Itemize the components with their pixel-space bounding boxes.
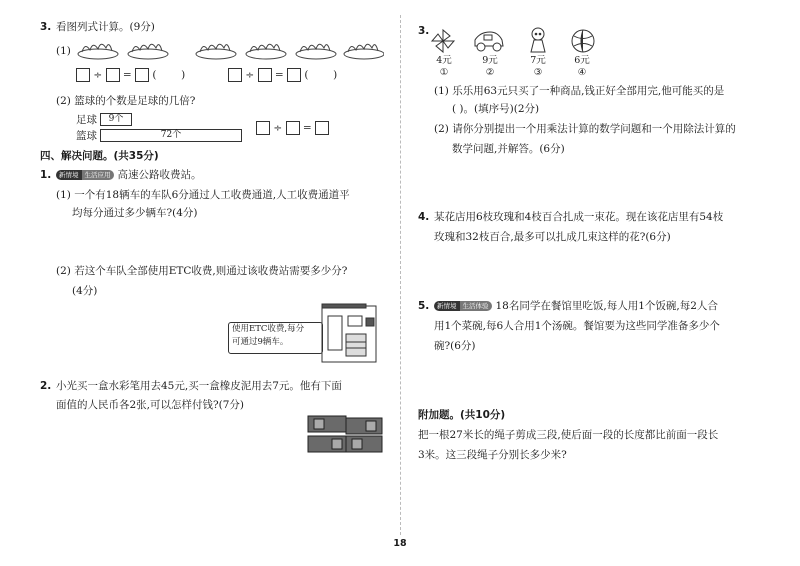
right-q5-line3: 碗?(6分): [434, 340, 476, 352]
item-index: ②: [485, 67, 495, 78]
item-index: ③: [533, 67, 543, 78]
left-q1-p1-line1: (1) 一个有18辆车的车队6分通过人工收费通道,人工收费通道平: [56, 189, 350, 201]
price-label: 4元: [436, 55, 452, 66]
answer-box[interactable]: [256, 121, 270, 135]
answer-box[interactable]: [106, 68, 120, 82]
answer-box[interactable]: [228, 68, 242, 82]
right-q3-p2-line1: (2) 请你分别提出一个用乘法计算的数学问题和一个用除法计算的: [434, 123, 736, 135]
football-bar: 9个: [100, 113, 132, 126]
new-situation-tag: 新情境: [434, 301, 460, 311]
left-q3-title: 看图列式计算。(9分): [56, 21, 155, 33]
left-q2-line1: 小光买一盒水彩笔用去45元,买一盒橡皮泥用去7元。他有下面: [56, 380, 342, 392]
item-index: ④: [577, 67, 587, 78]
plate-icon: [296, 44, 336, 59]
divide-sign: ÷: [245, 69, 255, 81]
doll-icon: [526, 26, 550, 54]
answer-box[interactable]: [315, 121, 329, 135]
bonus-line2: 3米。这三段绳子分别长多少米?: [418, 449, 567, 461]
open-paren: (: [152, 69, 157, 81]
life-experience-tag: 生活体验: [460, 301, 492, 311]
right-q5-text-1: 18名同学在餐馆里吃饭,每人用1个饭碗,每2人合: [495, 300, 718, 312]
equation-2: [228, 68, 337, 82]
section-4-title: 四、解决问题。(共35分): [40, 150, 159, 162]
plate-icon: [78, 44, 118, 59]
answer-box[interactable]: [287, 68, 301, 82]
right-q5-number: 5.: [418, 300, 430, 312]
right-q3-p2-line2: 数学问题,并解答。(6分): [452, 143, 565, 155]
divide-sign: ÷: [93, 69, 103, 81]
banknotes-icon: [306, 414, 384, 454]
divide-sign: ÷: [273, 122, 283, 134]
page-number: 18: [393, 538, 407, 549]
close-paren: ): [181, 69, 186, 81]
close-paren: ): [333, 69, 338, 81]
equals-sign: =: [122, 69, 132, 81]
left-q1-title: 高速公路收费站。: [117, 169, 202, 181]
answer-box[interactable]: [76, 68, 90, 82]
dumpling-plates-illustration: [76, 36, 384, 62]
bonus-line1: 把一根27米长的绳子剪成三段,使后面一段的长度都比前面一段长: [418, 429, 719, 441]
equals-sign: =: [274, 69, 284, 81]
plate-icon: [128, 44, 168, 59]
plate-icon: [246, 44, 286, 59]
bubble-line-1: 使用ETC收费,每分: [232, 324, 305, 334]
basketball-label: 篮球: [76, 130, 97, 142]
life-application-tag: 生活应用: [82, 170, 114, 180]
right-q4-line1: 某花店用6枝玫瑰和4枝百合扎成一束花。现在该花店里有54枝: [434, 211, 724, 223]
speech-bubble: [228, 322, 323, 354]
equals-sign: =: [302, 122, 312, 134]
column-divider: [400, 15, 401, 535]
right-q3-number: 3.: [418, 25, 430, 37]
right-q5-line1: [434, 299, 718, 313]
left-q3-number: 3.: [40, 21, 52, 33]
item-index: ①: [439, 67, 449, 78]
answer-box[interactable]: [258, 68, 272, 82]
toll-booth-icon: [318, 300, 380, 364]
bonus-title: 附加题。(共10分): [418, 409, 506, 421]
football-label: 足球: [76, 114, 97, 126]
basketball-bar: 72个: [100, 129, 242, 142]
left-q1-number: 1.: [40, 169, 52, 181]
right-q4-number: 4.: [418, 211, 430, 223]
left-q1-p2-line1: (2) 若这个车队全部使用ETC收费,则通过该收费站需要多少分?: [56, 265, 348, 277]
right-q3-p1-line2: ( )。(填序号)(2分): [452, 103, 540, 115]
right-q3-p1-line1: (1) 乐乐用63元只买了一种商品,钱正好全部用完,他可能买的是: [434, 85, 725, 97]
left-q3-part1-label: (1): [56, 45, 71, 57]
left-q1-p2-line2: (4分): [72, 285, 98, 297]
equation-3: [256, 121, 329, 135]
answer-box[interactable]: [135, 68, 149, 82]
ball-icon: [570, 28, 596, 54]
left-q1-p1-line2: 均每分通过多少辆车?(4分): [72, 207, 198, 219]
toy-car-icon: [472, 28, 506, 54]
pinwheel-icon: [430, 28, 456, 54]
left-q1-heading: [56, 168, 202, 182]
equation-1: [76, 68, 185, 82]
price-label: 7元: [530, 55, 546, 66]
plate-icon: [344, 44, 384, 59]
left-q3-part2: (2) 篮球的个数是足球的几倍?: [56, 95, 196, 107]
plate-icon: [196, 44, 236, 59]
answer-box[interactable]: [286, 121, 300, 135]
left-q2-number: 2.: [40, 380, 52, 392]
new-situation-tag: 新情境: [56, 170, 82, 180]
right-q4-line2: 玫瑰和32枝百合,最多可以扎成几束这样的花?(6分): [434, 231, 671, 243]
open-paren: (: [304, 69, 309, 81]
price-label: 6元: [574, 55, 590, 66]
right-q5-line2: 用1个菜碗,每6人合用1个汤碗。餐馆要为这些同学准备多少个: [434, 320, 720, 332]
left-q2-line2: 面值的人民币各2张,可以怎样付钱?(7分): [56, 399, 245, 411]
price-label: 9元: [482, 55, 498, 66]
bubble-line-2: 可通过9辆车。: [232, 337, 289, 347]
